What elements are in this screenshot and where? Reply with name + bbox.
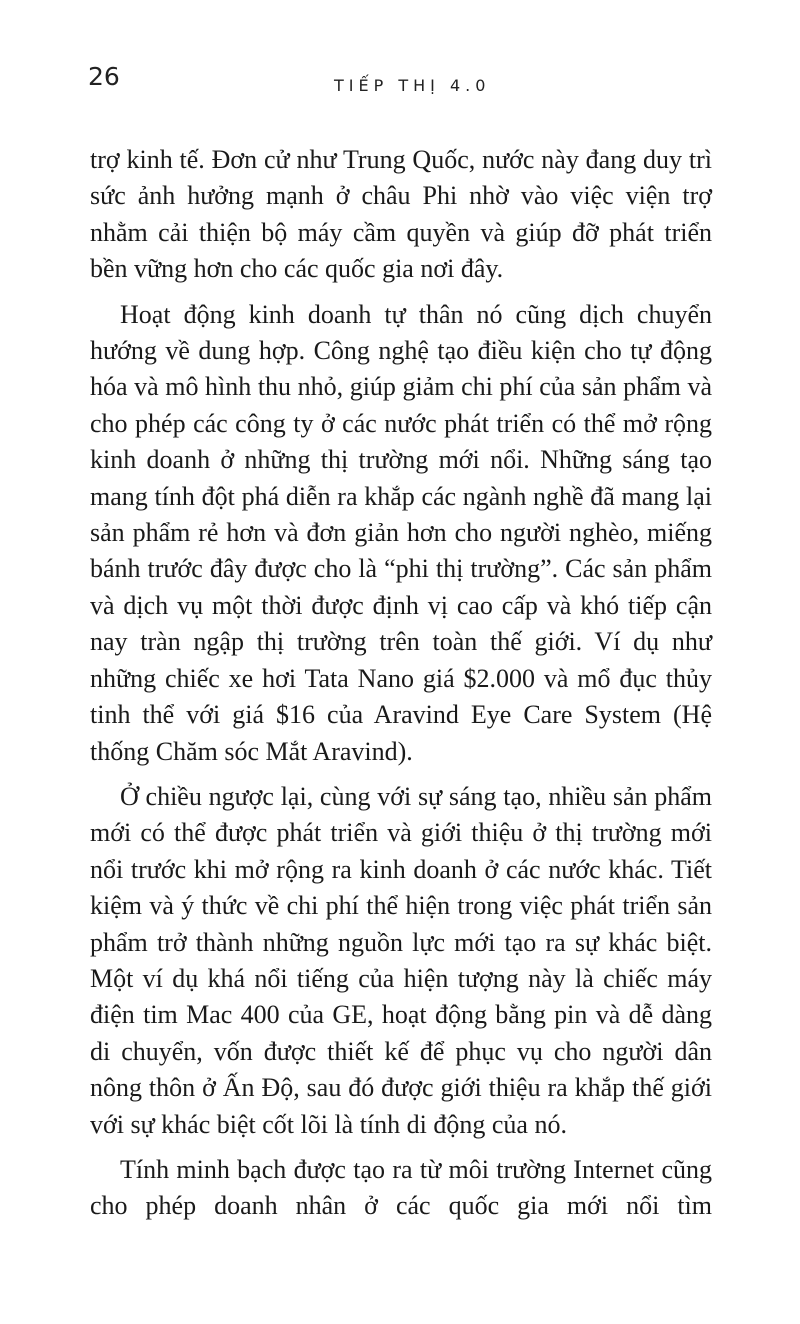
page-header	[88, 62, 712, 102]
paragraph-reverse-innovation: Ở chiều ngược lại, cùng với sự sáng tạo, nhiều sản phẩm mới có thể được phát triển và giới thiệu ở thị trường mới nổi trước khi mở rộng ra kinh doanh ở các nước khác. Tiết kiệm và ý thức về chi phí thể hiện trong việc phát triển sản phẩm trở thành những nguồn lực mới tạo ra sự khác biệt. Một ví dụ khá nổi tiếng của hiện tượng này là chiếc máy điện tim Mac 400 của GE, hoạt động bằng pin và dễ dàng di chuyển, vốn được thiết kế để phục vụ cho người dân nông thôn ở Ấn Độ, sau đó được giới thiệu ra khắp thế giới với sự khác biệt cốt lõi là tính di động của nó.	[90, 781, 712, 1139]
page-number: 26	[88, 62, 120, 91]
paragraph-internet-transparency: Tính minh bạch được tạo ra từ môi trường Internet cũng cho phép doanh nhân ở các quốc gia mới nổi tìm	[90, 1154, 712, 1221]
paragraph-business-convergence: Hoạt động kinh doanh tự thân nó cũng dịch chuyển hướng về dung hợp. Công nghệ tạo điều kiện cho tự động hóa và mô hình thu nhỏ, giúp giảm chi phí của sản phẩm và cho phép các công ty ở các nước phát triển có thể mở rộng kinh doanh ở những thị trường mới nổi. Những sáng tạo mang tính đột phá diễn ra khắp các ngành nghề đã mang lại sản phẩm rẻ hơn và đơn giản hơn cho người nghèo, miếng bánh trước đây được cho là “phi thị trường”. Các sản phẩm và dịch vụ một thời được định vị cao cấp và khó tiếp cận nay tràn ngập thị trường trên toàn thế giới. Ví dụ như những chiếc xe hơi Tata Nano giá $2.000 và mổ đục thủy tinh thể với giá $16 của Aravind Eye Care System (Hệ thống Chăm sóc Mắt Aravind).	[90, 299, 712, 766]
paragraph-continuation: trợ kinh tế. Đơn cử như Trung Quốc, nước này đang duy trì sức ảnh hưởng mạnh ở châu Phi nhờ vào việc viện trợ nhằm cải thiện bộ máy cầm quyền và giúp đỡ phát triển bền vững hơn cho các quốc gia nơi đây.	[90, 145, 712, 284]
body-text	[90, 142, 712, 1234]
running-title: TIẾP THỊ 4.0	[334, 76, 491, 95]
